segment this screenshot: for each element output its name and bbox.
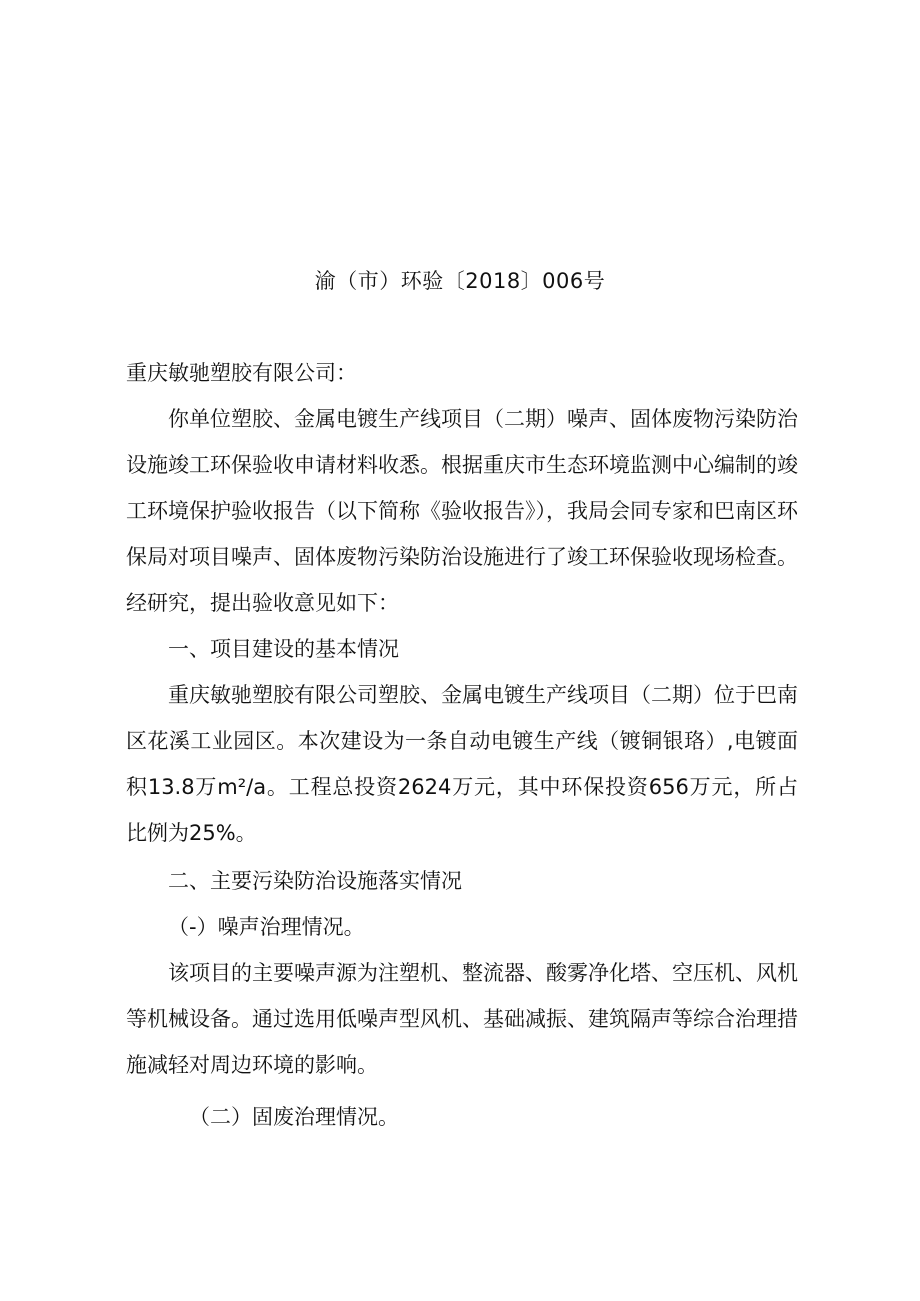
subsection-noise-body: 该项目的主要噪声源为注塑机、整流器、酸雾净化塔、空压机、风机等机械设备。通过选用低噪声型风机、基础减振、建筑隔声等综合治理措施减轻对周边环境的影响。 [126,961,798,1077]
addressee: 重庆敏驰塑胶有限公司： [126,361,357,385]
section-2-heading: 二、主要污染防治设施落实情况 [168,869,462,893]
subsection-noise-heading: （-）噪声治理情况。 [168,915,365,939]
intro-paragraph: 你单位塑胶、金属电镀生产线项目（二期）噪声、固体废物污染防治设施竣工环保验收申请材料收悉。根据重庆市生态环境监测中心编制的竣工环境保护验收报告（以下简称《验收报告》），我局会同专家和巴南区环保局对项目噪声、固体废物污染防治设施进行了竣工环保验收现场检查。经研究，提出验收意见如下： [126,407,798,615]
subsection-solid-waste-heading: （二）固废治理情况。 [189,1105,399,1129]
section-1-body: 重庆敏驰塑胶有限公司塑胶、金属电镀生产线项目（二期）位于巴南区花溪工业园区。本次建设为一条自动电镀生产线（镀铜银珞）,电镀面积13.8万m²/a。工程总投资2624万元，其中环保投资656万元，所占比例为25%。 [126,683,798,845]
document-number: 渝（市）环验〔2018〕006号 [314,269,606,293]
section-1-heading: 一、项目建设的基本情况 [168,637,399,661]
document-body [126,350,798,1140]
